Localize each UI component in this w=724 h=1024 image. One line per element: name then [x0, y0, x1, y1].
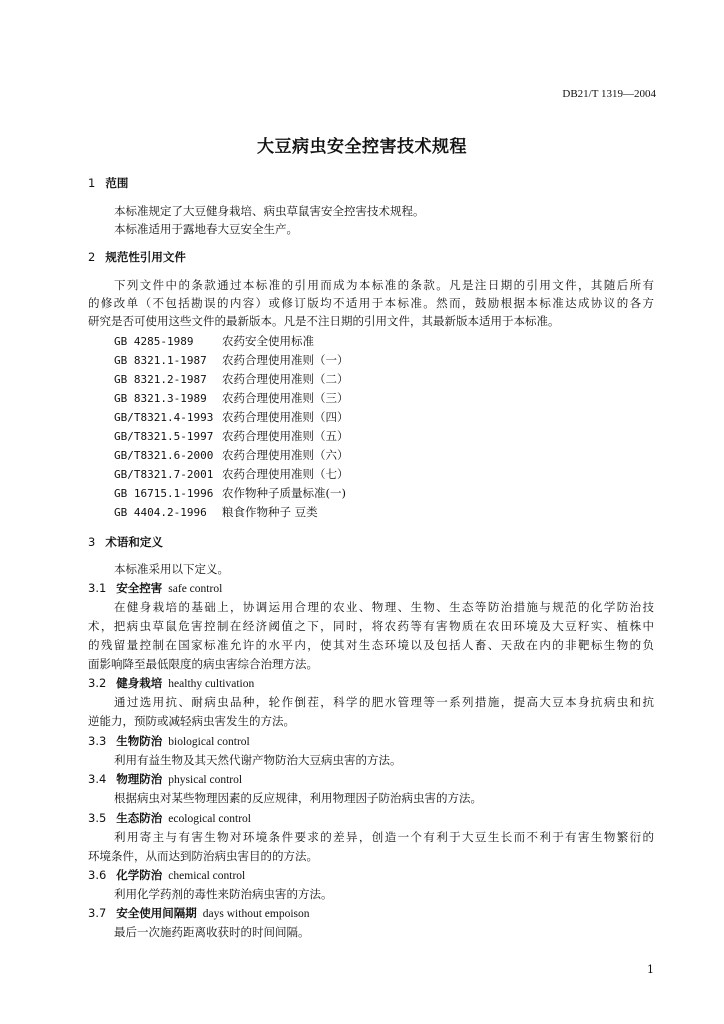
term-heading: 3.3 生物防治 biological control [88, 734, 250, 748]
reference-item: GB/T8321.7-2001 农药合理使用准则（七） [114, 467, 349, 481]
term-definition: 的残留量控制在国家标准允许的水平内，使其对生态环境以及包括人畜、天敌在内的非靶标生物的负 [88, 638, 654, 652]
reference-item: GB/T8321.4-1993 农药合理使用准则（四） [114, 410, 349, 424]
section-heading-1: 1 范围 [88, 176, 129, 190]
paragraph: 本标准采用以下定义。 [114, 562, 229, 576]
reference-item: GB 8321.3-1989 农药合理使用准则（三） [114, 391, 349, 405]
reference-item: GB 8321.2-1987 农药合理使用准则（二） [114, 372, 349, 386]
term-heading: 3.6 化学防治 chemical control [88, 868, 246, 882]
reference-item: GB 4404.2-1996 粮食作物种子 豆类 [114, 505, 318, 519]
paragraph: 研究是否可使用这些文件的最新版本。凡是不注日期的引用文件，其最新版本适用于本标准。 [88, 314, 560, 328]
term-definition: 通过选用抗、耐病虫品种，轮作倒茬，科学的肥水管理等一系列措施，提高大豆本身抗病虫和抗 [114, 695, 654, 709]
term-definition: 利用寄主与有害生物对环境条件要求的差异，创造一个有利于大豆生长而不利于有害生物繁衍的 [114, 830, 654, 844]
term-heading: 3.4 物理防治 physical control [88, 772, 243, 786]
term-definition: 术，把病虫草鼠危害控制在经济阈值之下，同时，将农药等有害物质在农田环境及大豆籽实、植株中 [88, 619, 654, 633]
reference-item: GB/T8321.5-1997 农药合理使用准则（五） [114, 429, 349, 443]
term-definition: 逆能力，预防或减轻病虫害发生的方法。 [88, 714, 295, 728]
paragraph: 下列文件中的条款通过本标准的引用而成为本标准的条款。凡是注日期的引用文件，其随后所有 [114, 278, 654, 292]
section-heading-3: 3 术语和定义 [88, 535, 163, 549]
paragraph: 本标准规定了大豆健身栽培、病虫草鼠害安全控害技术规程。 [114, 204, 425, 218]
reference-item: GB 16715.1-1996 农作物种子质量标准(一) [114, 486, 346, 500]
term-heading: 3.7 安全使用间隔期 days without empoison [88, 906, 310, 920]
page-number: 1 [647, 963, 654, 976]
reference-item: GB 8321.1-1987 农药合理使用准则（一） [114, 353, 349, 367]
term-definition: 面影响降至最低限度的病虫害综合治理方法。 [88, 657, 318, 671]
reference-item: GB 4285-1989 农药安全使用标准 [114, 334, 314, 348]
document-title: 大豆病虫安全控害技术规程 [257, 137, 467, 157]
paragraph: 的修改单（不包括勘误的内容）或修订版均不适用于本标准。然而，鼓励根据本标准达成协议的各方 [88, 296, 654, 310]
term-heading: 3.5 生态防治 ecological control [88, 811, 251, 825]
term-definition: 利用有益生物及其天然代谢产物防治大豆病虫害的方法。 [114, 753, 402, 767]
term-definition: 环境条件，从而达到防治病虫害目的的方法。 [88, 849, 318, 863]
term-heading: 3.2 健身栽培 healthy cultivation [88, 676, 255, 690]
term-definition: 利用化学药剂的毒性来防治病虫害的方法。 [114, 887, 333, 901]
term-definition: 最后一次施药距离收获时的时间间隔。 [114, 925, 310, 939]
term-definition: 根据病虫对某些物理因素的反应规律，利用物理因子防治病虫害的方法。 [114, 791, 482, 805]
section-heading-2: 2 规范性引用文件 [88, 250, 186, 264]
standard-number: DB21/T 1319—2004 [562, 88, 656, 100]
paragraph: 本标准适用于露地春大豆安全生产。 [114, 222, 298, 236]
reference-item: GB/T8321.6-2000 农药合理使用准则（六） [114, 448, 349, 462]
term-heading: 3.1 安全控害 safe control [88, 581, 223, 595]
term-definition: 在健身栽培的基础上，协调运用合理的农业、物理、生物、生态等防治措施与规范的化学防治技 [114, 600, 654, 614]
